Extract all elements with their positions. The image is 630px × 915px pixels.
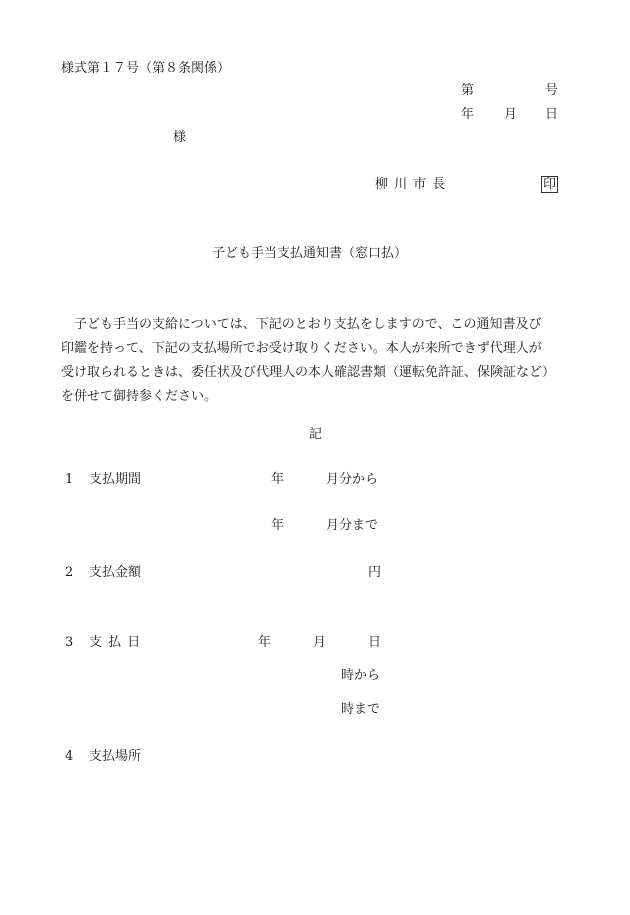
item-1-number: 1 (65, 472, 74, 487)
doc-number-suffix: 号 (545, 83, 559, 98)
body-line: 子ども手当の支給については、下記のとおり支払をしますので、この通知書及び (61, 317, 542, 332)
pay-date-day: 日 (368, 635, 382, 650)
date-year-label: 年 (461, 107, 475, 122)
period-to-year: 年 (271, 518, 285, 533)
recipient-suffix: 様 (173, 130, 187, 145)
period-from-month: 月分から (326, 472, 379, 487)
seal-mark: 印 (543, 177, 557, 192)
pay-date-year: 年 (258, 635, 272, 650)
item-2-label: 支払金額 (89, 565, 142, 580)
body-line: を併せて御持参ください。 (61, 389, 218, 404)
item-4-number: 4 (65, 749, 74, 764)
item-1-label: 支払期間 (89, 472, 142, 487)
body-paragraph (61, 313, 581, 409)
item-4-label: 支払場所 (89, 749, 142, 764)
pay-time-to: 時まで (341, 702, 381, 717)
amount-unit: 円 (368, 565, 382, 580)
sender-name: 柳 川 市 長 (375, 177, 447, 192)
item-2-number: 2 (65, 565, 74, 580)
period-to-month: 月分まで (326, 518, 379, 533)
period-from-year: 年 (271, 472, 285, 487)
body-line: 受け取られるときは、委任状及び代理人の本人確認書類（運転免許証、保険証など） (61, 365, 556, 380)
doc-number-prefix: 第 (461, 83, 475, 98)
form-number: 様式第１７号（第８条関係） (61, 61, 231, 76)
date-month-label: 月 (504, 107, 518, 122)
item-3-number: 3 (65, 635, 74, 650)
document-title: 子ども手当支払通知書（窓口払） (212, 246, 408, 261)
item-3-label: 支 払 日 (89, 635, 142, 650)
body-line: 印鑑を持って、下記の支払場所でお受け取りください。本人が来所できず代理人が (61, 341, 542, 356)
pay-time-from: 時から (341, 668, 381, 683)
ki-heading: 記 (309, 427, 323, 442)
date-day-label: 日 (545, 107, 559, 122)
pay-date-month: 月 (313, 635, 327, 650)
